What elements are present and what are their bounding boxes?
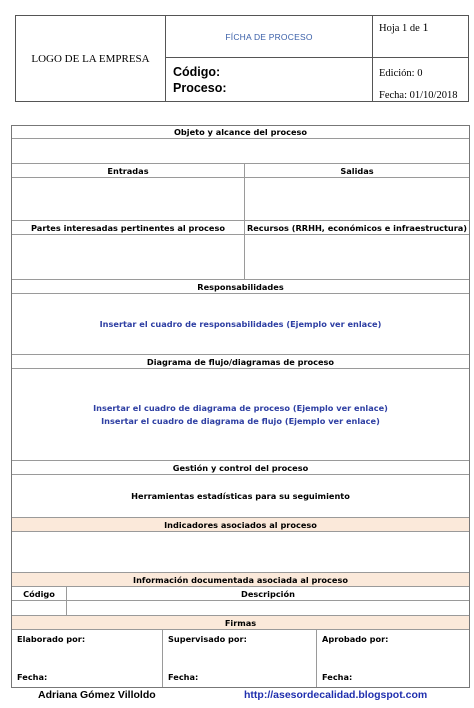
supervisado-fecha-label: Fecha: [168, 672, 199, 682]
firmas-row [12, 630, 469, 687]
aprobado-label: Aprobado por: [322, 634, 389, 644]
partes-recursos-heading-row [12, 221, 469, 235]
aprobado-fecha-label: Fecha: [322, 672, 353, 682]
salidas-field[interactable] [245, 178, 469, 220]
document-header [15, 15, 469, 102]
edition-date-block [373, 58, 468, 107]
info-doc-heading: Información documentada asociada al proceso [12, 573, 469, 587]
recursos-field[interactable] [245, 235, 469, 279]
info-doc-entry-row [12, 601, 469, 616]
recursos-heading: Recursos (RRHH, económicos e infraestructura) [246, 222, 468, 233]
indicadores-heading: Indicadores asociados al proceso [12, 518, 469, 532]
gestion-field [12, 475, 469, 518]
herramientas-text: Herramientas estadísticas para su seguimiento [131, 491, 350, 501]
document-title: FÍCHA DE PROCESO [166, 16, 372, 58]
info-doc-columns-row [12, 587, 469, 601]
entradas-salidas-fields-row [12, 178, 469, 221]
entradas-heading: Entradas [12, 164, 245, 177]
supervisado-cell[interactable] [163, 630, 317, 687]
sheet-number [373, 16, 468, 58]
partes-field[interactable] [12, 235, 245, 279]
responsabilidades-heading: Responsabilidades [12, 280, 469, 294]
gestion-heading: Gestión y control del proceso [12, 461, 469, 475]
sheet-prefix: Hoja 1 de [379, 23, 423, 34]
diagrama-proceso-link[interactable]: Insertar el cuadro de diagrama de proceso (Ejemplo ver enlace) [93, 402, 388, 413]
elaborado-cell[interactable] [12, 630, 163, 687]
entradas-field[interactable] [12, 178, 245, 220]
entradas-salidas-heading-row [12, 164, 469, 178]
supervisado-label: Supervisado por: [168, 634, 247, 644]
descripcion-cell[interactable] [67, 601, 469, 615]
edition-label: Edición: 0 [379, 68, 423, 79]
footer-author: Adriana Gómez Villoldo [38, 689, 156, 701]
elaborado-fecha-label: Fecha: [17, 672, 48, 682]
codigo-column-header: Código [12, 587, 67, 600]
code-label: Código: [173, 65, 221, 79]
indicadores-field[interactable] [12, 532, 469, 573]
header-right [373, 16, 468, 101]
objeto-heading: Objeto y alcance del proceso [12, 126, 469, 139]
descripcion-column-header: Descripción [241, 588, 295, 599]
diagrama-heading: Diagrama de flujo/diagramas de proceso [12, 355, 469, 369]
process-label: Proceso: [173, 81, 227, 95]
responsabilidades-link[interactable]: Insertar el cuadro de responsabilidades (Ejemplo ver enlace) [99, 318, 382, 329]
footer-url-link[interactable]: http://asesordecalidad.blogspot.com [244, 689, 428, 701]
elaborado-label: Elaborado por: [17, 634, 86, 644]
firmas-heading: Firmas [12, 616, 469, 630]
code-process-block [166, 58, 372, 96]
sheet-total: 1 [422, 20, 429, 34]
responsabilidades-field [12, 294, 469, 355]
header-middle [166, 16, 373, 101]
partes-heading: Partes interesadas pertinentes al proceso [12, 221, 245, 234]
date-label: Fecha: 01/10/2018 [379, 90, 458, 101]
company-logo-placeholder: LOGO DE LA EMPRESA [16, 16, 166, 101]
diagrama-flujo-link[interactable]: Insertar el cuadro de diagrama de flujo (Ejemplo ver enlace) [101, 415, 380, 426]
salidas-heading: Salidas [340, 165, 374, 176]
process-sheet-form [11, 125, 470, 688]
diagrama-field [12, 369, 469, 461]
objeto-field[interactable] [12, 139, 469, 164]
codigo-cell[interactable] [12, 601, 67, 615]
aprobado-cell[interactable] [317, 630, 469, 687]
partes-recursos-fields-row [12, 235, 469, 280]
